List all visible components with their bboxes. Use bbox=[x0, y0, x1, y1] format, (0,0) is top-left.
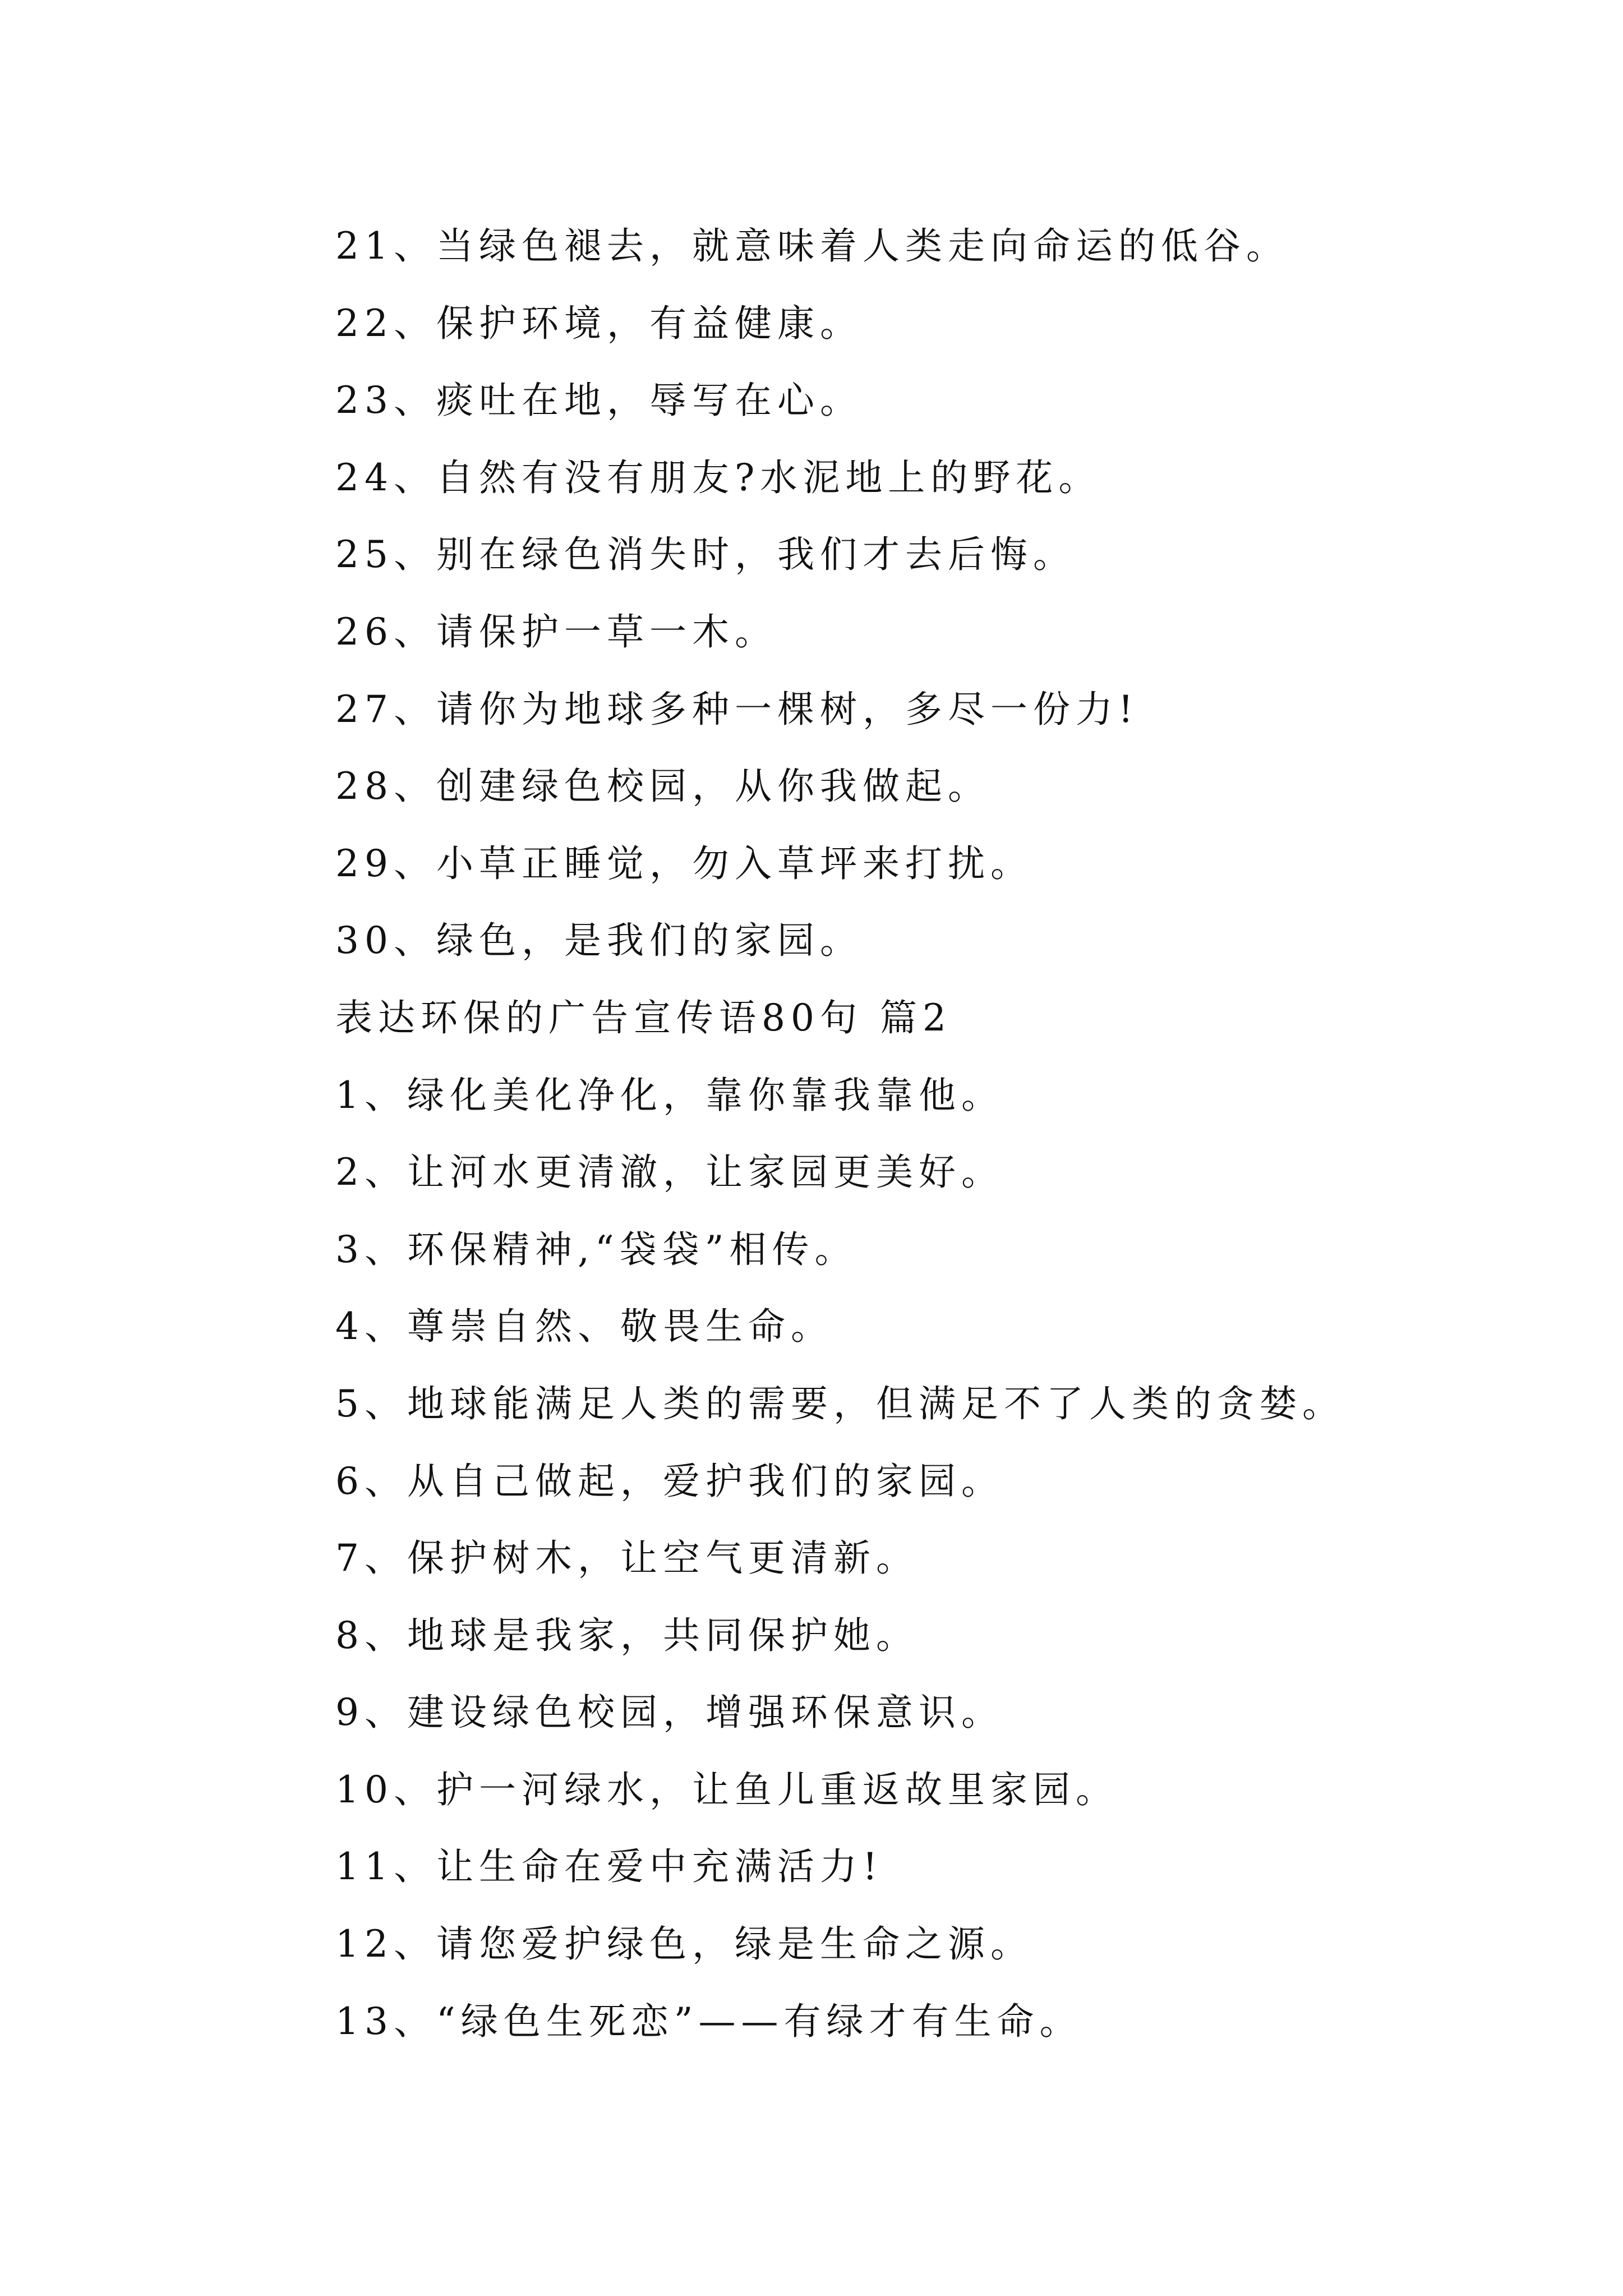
slogan-line: 3、环保精神,“袋袋”相传。 bbox=[335, 1227, 857, 1271]
slogan-line: 10、护一河绿水，让鱼儿重返故里家园。 bbox=[335, 1768, 1118, 1811]
slogan-line: 30、绿色，是我们的家园。 bbox=[335, 919, 863, 963]
slogan-line: 23、痰吐在地，辱写在心。 bbox=[335, 379, 863, 422]
slogan-line: 5、地球能满足人类的需要，但满足不了人类的贪婪。 bbox=[335, 1382, 1345, 1425]
slogan-line: 12、请您爱护绿色，绿是生命之源。 bbox=[335, 1922, 1033, 1966]
slogan-line: 26、请保护一草一木。 bbox=[335, 610, 777, 654]
slogan-line: 22、保护环境，有益健康。 bbox=[335, 301, 863, 345]
slogan-line: 24、自然有没有朋友?水泥地上的野花。 bbox=[335, 455, 1101, 499]
slogan-line: 9、建设绿色校园，增强环保意识。 bbox=[335, 1691, 1004, 1734]
slogan-line: 1、绿化美化净化，靠你靠我靠他。 bbox=[335, 1073, 1004, 1117]
slogan-line: 29、小草正睡觉，勿入草坪来打扰。 bbox=[335, 841, 1033, 885]
slogan-line: 2、让河水更清澈，让家园更美好。 bbox=[335, 1151, 1004, 1194]
slogan-line: 13、“绿色生死恋”——有绿才有生命。 bbox=[335, 1999, 1082, 2043]
slogan-line: 25、别在绿色消失时，我们才去后悔。 bbox=[335, 533, 1076, 577]
slogan-line: 6、从自己做起，爱护我们的家园。 bbox=[335, 1459, 1004, 1503]
slogan-line: 27、请你为地球多种一棵树，多尽一份力! bbox=[335, 687, 1139, 731]
slogan-line: 8、地球是我家，共同保护她。 bbox=[335, 1613, 919, 1657]
slogan-line: 28、创建绿色校园，从你我做起。 bbox=[335, 765, 990, 808]
slogan-line: 7、保护树木，让空气更清新。 bbox=[335, 1536, 919, 1580]
slogan-line: 4、尊崇自然、敬畏生命。 bbox=[335, 1305, 833, 1349]
slogan-line: 21、当绿色褪去，就意味着人类走向命运的低谷。 bbox=[335, 224, 1289, 268]
slogan-line: 11、让生命在爱中充满活力! bbox=[335, 1845, 883, 1889]
document-body bbox=[335, 208, 1485, 2060]
section-heading: 表达环保的广告宣传语80句 篇2 bbox=[335, 996, 952, 1039]
